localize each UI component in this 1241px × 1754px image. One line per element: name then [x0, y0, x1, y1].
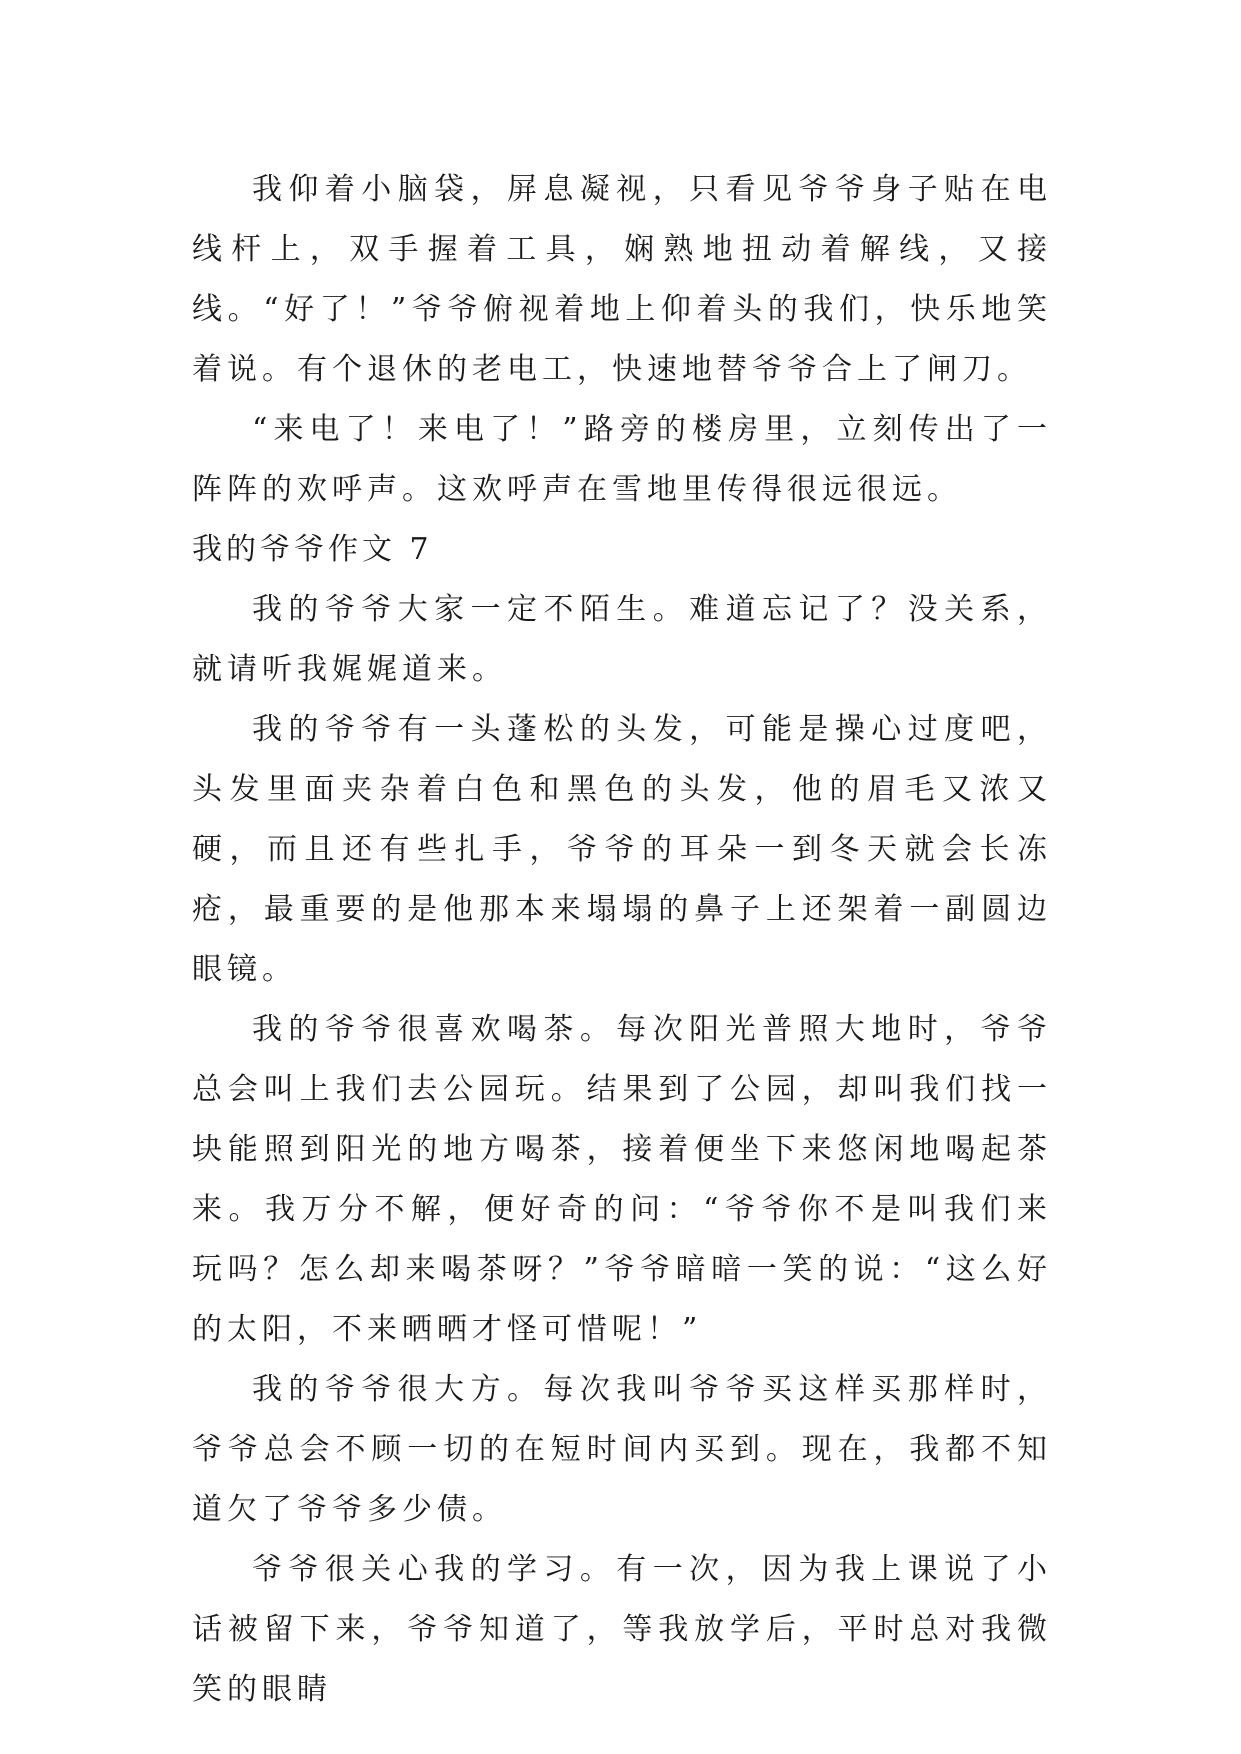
section-heading: 我的爷爷作文 7	[192, 532, 433, 567]
paragraph: 我的爷爷很大方。每次我叫爷爷买这样买那样时，爷爷总会不顾一切的在短时间内买到。现在，我都不知道欠了爷爷多少债。	[192, 1372, 1052, 1527]
paragraph: 我仰着小脑袋，屏息凝视，只看见爷爷身子贴在电线杆上，双手握着工具，娴熟地扭动着解线，又接线。“好了！”爷爷俯视着地上仰着头的我们，快乐地笑着说。有个退休的老电工，快速地替爷爷合上了闸刀。	[192, 172, 1052, 387]
paragraph: 爷爷很关心我的学习。有一次，因为我上课说了小话被留下来，爷爷知道了，等我放学后，平时总对我微笑的眼睛	[192, 1552, 1052, 1707]
paragraph: 我的爷爷大家一定不陌生。难道忘记了？没关系，就请听我娓娓道来。	[192, 592, 1052, 687]
paragraph: 我的爷爷有一头蓬松的头发，可能是操心过度吧，头发里面夹杂着白色和黑色的头发，他的眉毛又浓又硬，而且还有些扎手，爷爷的耳朵一到冬天就会长冻疮，最重要的是他那本来塌塌的鼻子上还架着一副圆边眼镜。	[192, 712, 1052, 987]
paragraph: “来电了！来电了！”路旁的楼房里，立刻传出了一阵阵的欢呼声。这欢呼声在雪地里传得很远很远。	[192, 412, 1052, 507]
document-body	[192, 160, 1052, 1720]
paragraph: 我的爷爷很喜欢喝茶。每次阳光普照大地时，爷爷总会叫上我们去公园玩。结果到了公园，却叫我们找一块能照到阳光的地方喝茶，接着便坐下来悠闲地喝起茶来。我万分不解，便好奇的问：“爷爷你不是叫我们来玩吗？怎么却来喝茶呀？”爷爷暗暗一笑的说：“这么好的太阳，不来晒晒才怪可惜呢！”	[192, 1012, 1052, 1347]
